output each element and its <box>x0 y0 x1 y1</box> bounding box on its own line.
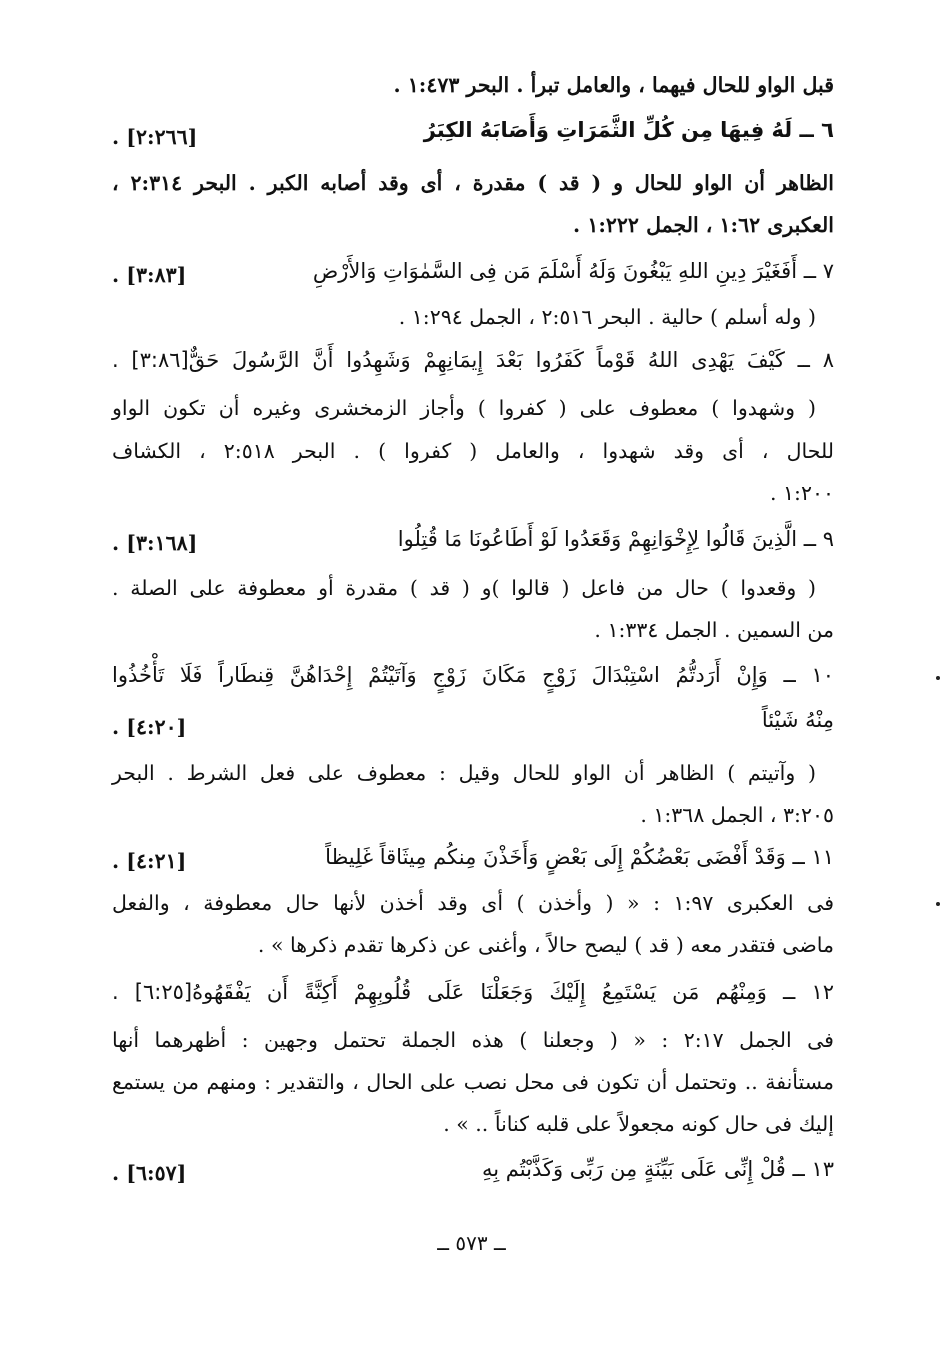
text-line-8: ( وشهدوا ) معطوف على ( كفروا ) وأجاز الزمخشرى وغيره أن تكون الواو <box>112 396 816 420</box>
text-line-19: فى العكبرى ١:٩٧ : « ( وأخذن ) أى وقد أخذن لأنها حال معطوفة ، والفعل <box>112 891 834 915</box>
text-line-1: قبل الواو للحال فيهما ، والعامل تبرأ . البحر ١:٤٧٣ . <box>393 73 834 97</box>
text-line-16: ( وآتيتم ) الظاهر أن الواو للحال وقيل : معطوف على فعل الشرط . البحر <box>112 761 816 785</box>
page-number: ــ ٥٧٣ ــ <box>437 1231 506 1255</box>
verse-9: ٩ ــ الَّذِينَ قَالُوا لِإِخْوَانِهِمْ وَقَعَدُوا لَوْ أَطَاعُونَا مَا قُتِلُوا <box>397 527 834 551</box>
text-line-22: فى الجمل ٢:١٧ : « ( وجعلنا ) هذه الجملة تحتمل وجهين : أظهرهما أنها <box>112 1028 834 1052</box>
text-line-6: ( وله أسلم ) حالية . البحر ٢:٥١٦ ، الجمل ١:٢٩٤ . <box>398 305 816 329</box>
verse-10-reference: [٤:٢٠] . <box>112 715 187 739</box>
text-line-9: للحال ، أى وقد شهدوا ، والعامل ( كفروا ) . البحر ٢:٥١٨ ، الكشاف <box>112 439 834 463</box>
scan-speck <box>936 902 940 906</box>
verse-7-reference: [٣:٨٣] . <box>112 263 187 287</box>
verse-10: ١٠ ــ وَإِنْ أَرَدتُّمُ اسْتِبْدَالَ زَوْجٍ مَكَانَ زَوْجٍ وَآتَيْتُمْ إِحْدَاهُنَّ قِنطَاراً فَلَا تَأْخُذُوا <box>112 663 834 687</box>
verse-9-reference: [٣:١٦٨] . <box>112 531 198 555</box>
text-line-3: الظاهر أن الواو للحال و ( قد ) مقدرة ، أى وقد أصابه الكبر . البحر ٢:٣١٤ ، <box>112 171 834 195</box>
text-line-12: ( وقعدوا ) حال من فاعل ( قالوا )و ( قد ) مقدرة أو معطوفة على الصلة . <box>112 576 816 600</box>
text-line-13: من السمين . الجمل ١:٣٣٤ . <box>594 618 834 642</box>
text-line-24: إليك فى حال كونه مجعولاً على قلبه كناناً .. » . <box>443 1112 834 1136</box>
text-line-4: العكبرى ١:٦٢ ، الجمل ١:٢٢٢ . <box>573 213 834 237</box>
text-line-23: مستأنفة .. وتحتمل أن تكون فى محل نصب على الحال ، والتقدير : ومنهم من يستمع <box>112 1070 834 1094</box>
verse-6: ٦ ــ لَهُ فِيهَا مِن كُلِّ الثَّمَرَاتِ وَأَصَابَهُ الكِبَرُ <box>423 118 834 142</box>
text-line-20: ماضى فتقدر معه ( قد ) ليصح حالاً ، وأغنى عن ذكرها تقدم ذكرها » . <box>257 933 834 957</box>
verse-13-reference: [٦:٥٧] . <box>112 1161 187 1185</box>
text-line-17: ٣:٢٠٥ ، الجمل ١:٣٦٨ . <box>640 803 834 827</box>
verse-7: ٧ ــ أَفَغَيْرَ دِينِ اللهِ يَبْغُونَ وَلَهُ أَسْلَمَ مَن فِى السَّمٰوَاتِ وَالأَرْضِ <box>312 259 834 283</box>
verse-6-reference: [٢:٢٦٦] . <box>112 125 198 149</box>
scan-speck <box>936 676 940 680</box>
verse-12: ١٢ ــ وَمِنْهُم مَن يَسْتَمِعُ إِلَيْكَ وَجَعَلْنَا عَلَى قُلُوبِهِمْ أَكِنَّةً أَن يَفْقَهُوهُ[٦:٢٥] . <box>112 980 834 1004</box>
text-line-10: ١:٢٠٠ . <box>770 481 834 505</box>
verse-11-reference: [٤:٢١] . <box>112 849 187 873</box>
verse-8: ٨ ــ كَيْفَ يَهْدِى اللهُ قَوْماً كَفَرُوا بَعْدَ إِيمَانِهِمْ وَشَهِدُوا أَنَّ الرَّسُولَ حَقٌّ[٣:٨٦] . <box>112 348 834 372</box>
verse-10-continued: مِنْهُ شَيْئاً <box>761 708 834 732</box>
verse-13: ١٣ ــ قُلْ إِنِّى عَلَى بَيِّنَةٍ مِن رَبِّى وَكَذَّبْتُم بِهِ <box>482 1157 834 1181</box>
verse-11: ١١ ــ وَقَدْ أَفْضَى بَعْضُكُمْ إِلَى بَعْضٍ وَأَخَذْنَ مِنكُم مِيثَاقاً غَلِيظاً <box>325 845 834 869</box>
